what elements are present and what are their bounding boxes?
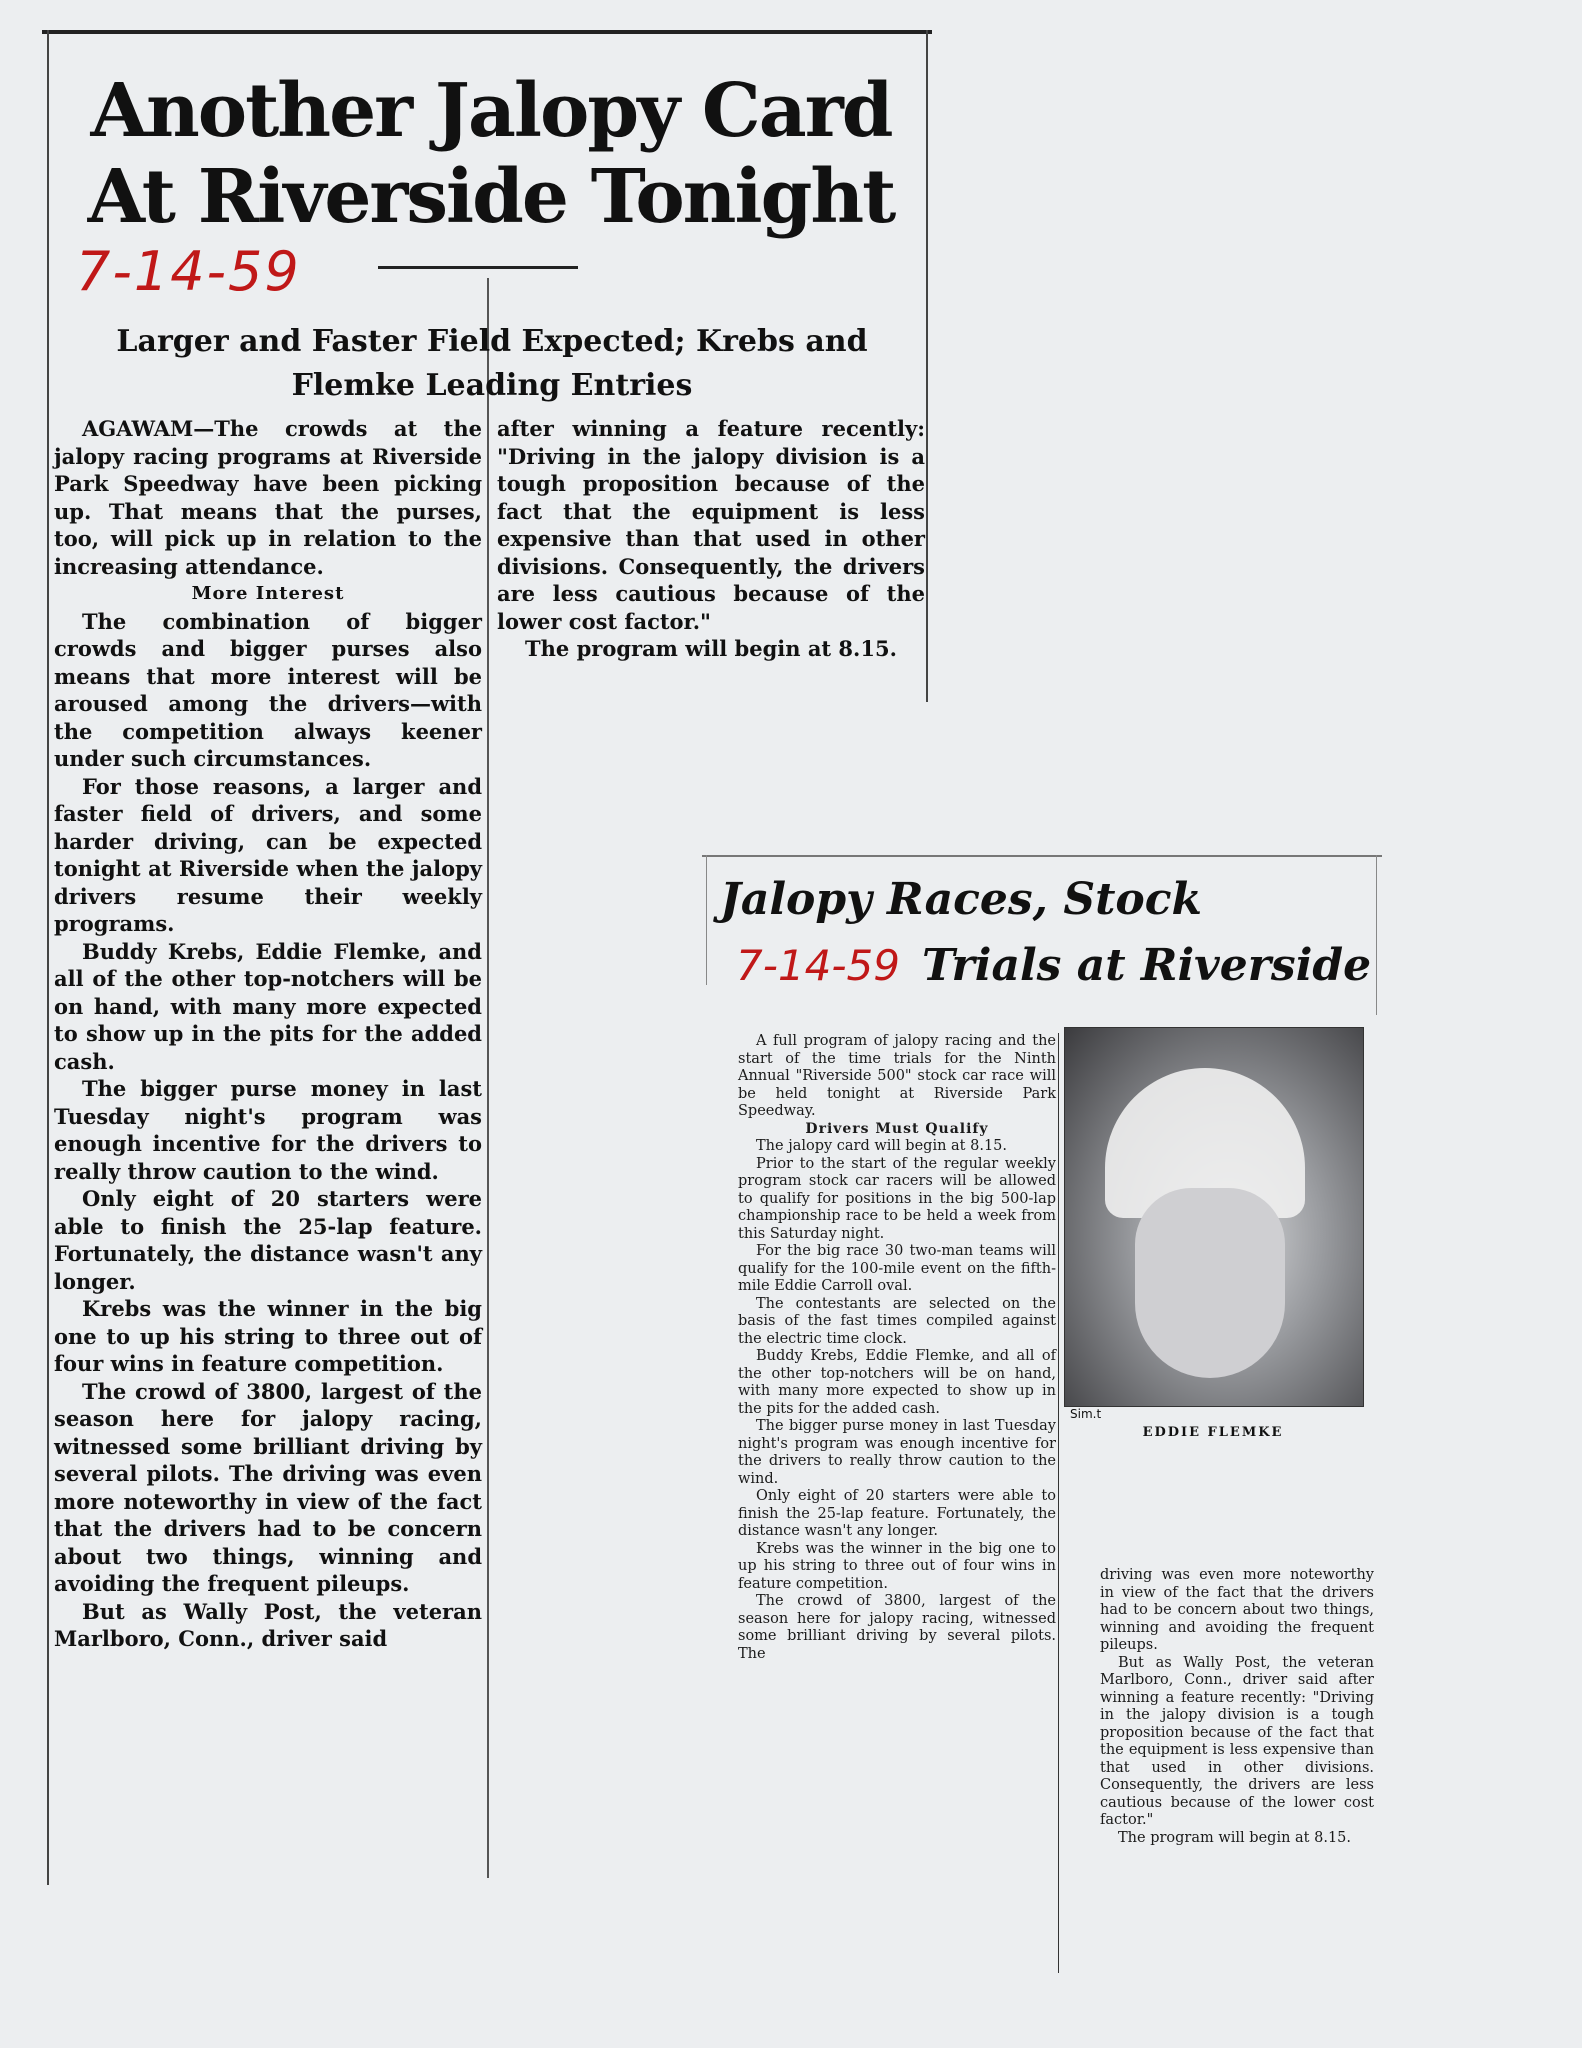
article-clipping-2 — [702, 855, 1382, 1985]
top-rule — [42, 30, 932, 34]
paragraph: Krebs was the winner in the big one to up his string to three out of four wins in feature competition. — [54, 1296, 482, 1376]
headline-line-1: Jalopy Races, Stock — [720, 874, 1203, 925]
handwritten-date: 7-14-59 — [736, 941, 900, 990]
paragraph: Only eight of 20 starters were able to finish the 25-lap feature. Fortunately, the distance wasn't any longer. — [738, 1488, 1056, 1539]
article-column-left — [738, 1033, 1056, 1663]
paragraph: The crowd of 3800, largest of the season here for jalopy racing, witnessed some brilliant driving by several pilots. The driving was even more noteworthy in view of the fact that the drivers had to be concern about two things, winning and avoiding the frequent pileups. — [54, 1378, 482, 1596]
headline-line-2: Trials at Riverside — [922, 940, 1372, 991]
face-shape — [1135, 1188, 1285, 1378]
paragraph: AGAWAM—The crowds at the jalopy racing programs at Riverside Park Speedway have been picking up. That means that the purses, too, will pick up in relation to the increasing attendance. — [54, 416, 482, 579]
photo-caption: EDDIE FLEMKE — [1142, 1425, 1284, 1440]
paragraph: The bigger purse money in last Tuesday night's program was enough incentive for the drivers to really throw caution to the wind. — [738, 1418, 1056, 1487]
column-rule — [1058, 1033, 1059, 1973]
paragraph: driving was even more noteworthy in view of the fact that the drivers had to be concern about two things, winning and avoiding the frequent pileups. — [1100, 1567, 1374, 1653]
section-subhead: More Interest — [191, 583, 345, 604]
paragraph: The program will begin at 8.15. — [1118, 1829, 1351, 1846]
paragraph: Prior to the start of the regular weekly program stock car racers will be allowed to qualify for positions in the big 500-lap championship race to be held a week from this Saturday night. — [738, 1155, 1056, 1242]
column-rule — [1376, 855, 1377, 1015]
handwritten-date: 7-14-59 — [76, 240, 301, 303]
driver-photo — [1064, 1027, 1364, 1407]
headline: Another Jalopy Card At Riverside Tonight — [87, 68, 895, 240]
paragraph: The program will begin at 8.15. — [525, 636, 897, 661]
column-rule — [47, 30, 49, 1885]
article-column-left — [54, 415, 482, 1653]
column-rule — [487, 278, 489, 1878]
top-rule — [702, 855, 1382, 857]
paragraph: The combination of bigger crowds and bigger purses also means that more interest will be aroused among the drivers—with the competition always keener under such circumstances. — [54, 608, 482, 771]
paragraph: The crowd of 3800, largest of the season here for jalopy racing, witnessed some brilliant driving by several pilots. The — [738, 1593, 1056, 1662]
paragraph: Krebs was the winner in the big one to up his string to three out of four wins in feature competition. — [738, 1540, 1056, 1592]
paragraph: A full program of jalopy racing and the start of the time trials for the Ninth Annual "Riverside 500" stock car race will be held tonight at Riverside Park Speedway. — [738, 1033, 1056, 1119]
paragraph: Buddy Krebs, Eddie Flemke, and all of the other top-notchers will be on hand, with many more expected to show up in the pits for the added cash. — [738, 1348, 1056, 1417]
article-column-right — [497, 415, 925, 663]
article-column-right — [1100, 1567, 1374, 1847]
paragraph: For those reasons, a larger and faster field of drivers, and some harder driving, can be expected tonight at Riverside when the jalopy drivers resume their weekly programs. — [54, 773, 482, 936]
section-subhead: Drivers Must Qualify — [805, 1120, 989, 1137]
paragraph: Buddy Krebs, Eddie Flemke, and all of the other top-notchers will be on hand, with many more expected to show up in the pits for the added cash. — [54, 938, 482, 1074]
paragraph: But as Wally Post, the veteran Marlboro, Conn., driver said after winning a feature recently: "Driving in the jalopy division is a tough proposition because of the fact that the equipment is less expensive than that used in other divisions. Consequently, the drivers are less cautious because of the lower cost factor." — [1100, 1654, 1374, 1828]
paragraph: Only eight of 20 starters were able to finish the 25-lap feature. Fortunately, the distance wasn't any longer. — [54, 1186, 482, 1294]
deck-rule — [378, 266, 578, 269]
subheadline: Larger and Faster Field Expected; Krebs and Flemke Leading Entries — [116, 324, 868, 403]
paragraph: The contestants are selected on the basis of the fast times compiled against the electric time clock. — [738, 1295, 1056, 1347]
column-rule — [706, 855, 707, 985]
paragraph: The bigger purse money in last Tuesday night's program was enough incentive for the drivers to really throw caution to the wind. — [54, 1076, 482, 1184]
photo-credit: Sim.t — [1070, 1407, 1102, 1421]
paragraph: For the big race 30 two-man teams will qualify for the 100-mile event on the fifth-mile Eddie Carroll oval. — [738, 1243, 1056, 1294]
paragraph: The jalopy card will begin at 8.15. — [756, 1138, 1008, 1154]
paragraph: after winning a feature recently: "Driving in the jalopy division is a tough proposition because of the fact that the equipment is less expensive than that used in other divisions. Consequently, the drivers are less cautious because of the lower cost factor." — [497, 416, 925, 634]
paragraph: But as Wally Post, the veteran Marlboro, Conn., driver said — [54, 1598, 482, 1651]
